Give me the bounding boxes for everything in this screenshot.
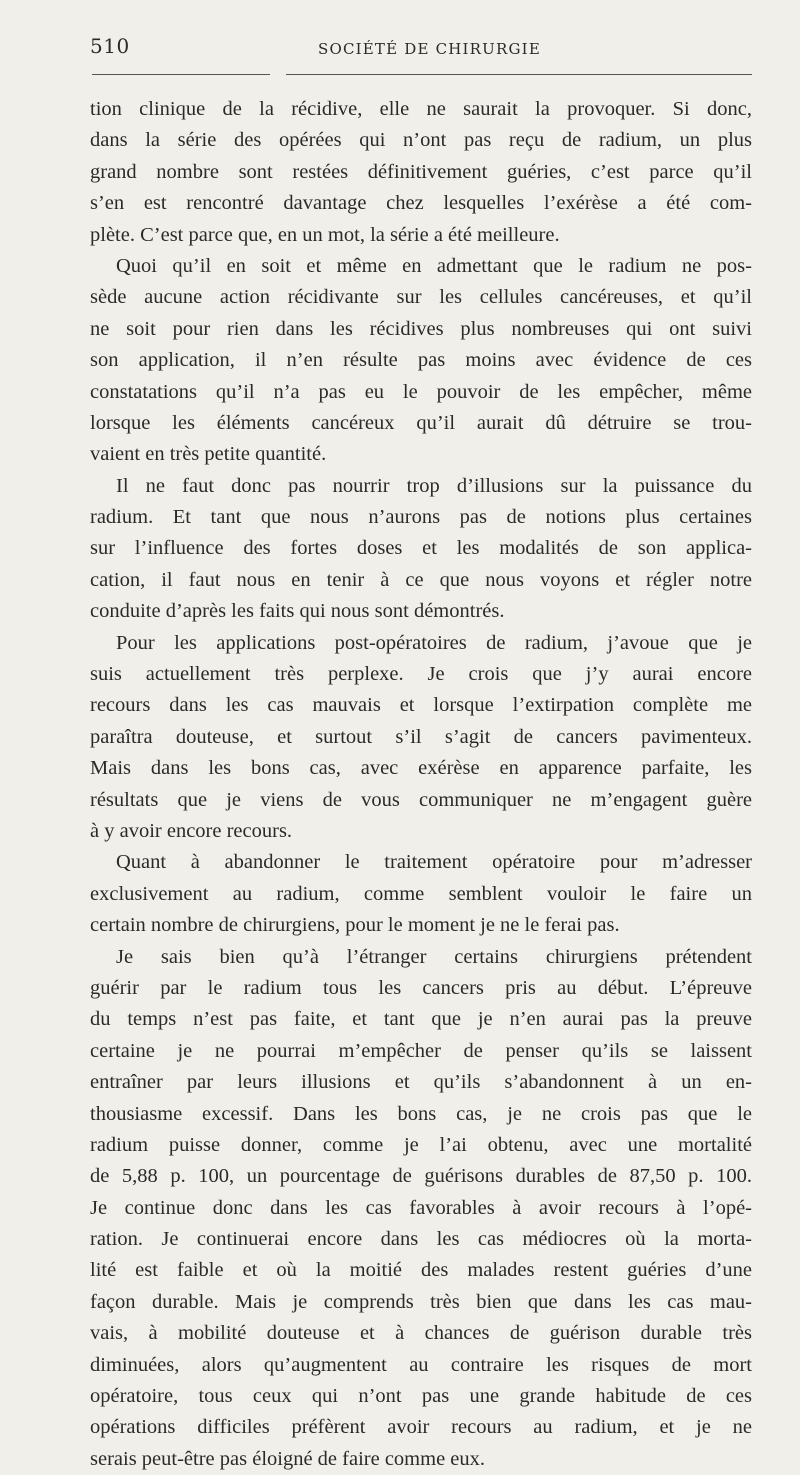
text-line: opératoire, tous ceux qui n’ont pas une grande habitude de ces <box>90 1385 752 1408</box>
text-line: thousiasme excessif. Dans les bons cas, je ne crois pas que le <box>90 1102 752 1125</box>
text-line: certaine je ne pourrai m’empêcher de penser qu’ils se laissent <box>90 1039 752 1062</box>
running-head: SOCIÉTÉ DE CHIRURGIE <box>318 40 541 58</box>
text-line: grand nombre sont restées définitivement guéries, c’est parce qu’il <box>90 160 752 183</box>
text-line: tion clinique de la récidive, elle ne saurait la provoquer. Si donc, <box>90 98 752 120</box>
text-line: paraîtra douteuse, et surtout s’il s’agit de cancers pavimenteux. <box>90 725 752 748</box>
text-line: sur l’influence des fortes doses et les modalités de son applica- <box>90 537 752 560</box>
body-text <box>90 94 752 1475</box>
header-rule-left <box>92 74 270 75</box>
text-line: suis actuellement très perplexe. Je crois que j’y aurai encore <box>90 663 752 686</box>
text-line: cation, il faut nous en tenir à ce que nous voyons et régler notre <box>90 568 752 591</box>
text-line: du temps n’est pas faite, et tant que je n’en aurai pas la preuve <box>90 1008 752 1031</box>
text-line: diminuées, alors qu’augmentent au contraire les risques de mort <box>90 1353 752 1376</box>
text-line: vaient en très petite quantité. <box>90 443 327 466</box>
text-line: recours dans les cas mauvais et lorsque l’extirpation complète me <box>90 694 752 717</box>
text-line: ne soit pour rien dans les récidives plus nombreuses qui ont suivi <box>90 317 752 340</box>
text-line: constatations qu’il n’a pas eu le pouvoir de les empêcher, même <box>90 380 752 403</box>
header-rule-right <box>286 74 752 75</box>
text-line: ration. Je continuerai encore dans les cas médiocres où la morta- <box>90 1228 752 1251</box>
text-line: s’en est rencontré davantage chez lesquelles l’exérèse a été com- <box>90 192 752 215</box>
text-line: plète. C’est parce que, en un mot, la série a été meilleure. <box>90 223 560 246</box>
text-line: exclusivement au radium, comme semblent vouloir le faire un <box>90 882 752 905</box>
text-line: Mais dans les bons cas, avec exérèse en apparence parfaite, les <box>90 757 752 780</box>
text-line: radium. Et tant que nous n’aurons pas de notions plus certaines <box>90 506 752 529</box>
text-line: sède aucune action récidivante sur les cellules cancéreuses, et qu’il <box>90 286 752 309</box>
text-line: vais, à mobilité douteuse et à chances de guérison durable très <box>90 1322 752 1345</box>
text-line: façon durable. Mais je comprends très bien que dans les cas mau- <box>90 1290 752 1313</box>
text-line: serais peut-être pas éloigné de faire comme eux. <box>90 1447 486 1470</box>
text-line: Je continue donc dans les cas favorables à avoir recours à l’opé- <box>90 1196 752 1219</box>
text-line: guérir par le radium tous les cancers pris au début. L’épreuve <box>90 976 752 999</box>
text-line: Quant à abandonner le traitement opératoire pour m’adresser <box>116 851 752 874</box>
text-line: conduite d’après les faits qui nous sont démontrés. <box>90 600 505 623</box>
text-line: certain nombre de chirurgiens, pour le moment je ne le ferai pas. <box>90 914 620 937</box>
page-number: 510 <box>90 34 130 58</box>
text-line: Il ne faut donc pas nourrir trop d’illusions sur la puissance du <box>116 474 752 497</box>
text-line: opérations difficiles préfèrent avoir recours au radium, et je ne <box>90 1416 752 1439</box>
text-line: Pour les applications post-opératoires de radium, j’avoue que je <box>116 631 752 654</box>
text-line: lité est faible et où la moitié des malades restent guéries d’une <box>90 1259 752 1282</box>
text-line: à y avoir encore recours. <box>90 819 293 842</box>
text-line: entraîner par leurs illusions et qu’ils s’abandonnent à un en- <box>90 1071 752 1094</box>
text-line: résultats que je viens de vous communiquer ne m’engagent guère <box>90 788 752 811</box>
text-line: dans la série des opérées qui n’ont pas reçu de radium, un plus <box>90 129 752 152</box>
page-header <box>0 30 800 70</box>
text-line: de 5,88 p. 100, un pourcentage de guérisons durables de 87,50 p. 100. <box>90 1165 752 1188</box>
text-line: radium puisse donner, comme je l’ai obtenu, avec une mortalité <box>90 1133 752 1156</box>
text-line: lorsque les éléments cancéreux qu’il aurait dû détruire se trou- <box>90 411 752 434</box>
text-line: Quoi qu’il en soit et même en admettant que le radium ne pos- <box>116 254 752 277</box>
text-line: son application, il n’en résulte pas moins avec évidence de ces <box>90 349 752 372</box>
text-line: Je sais bien qu’à l’étranger certains chirurgiens prétendent <box>116 945 752 968</box>
